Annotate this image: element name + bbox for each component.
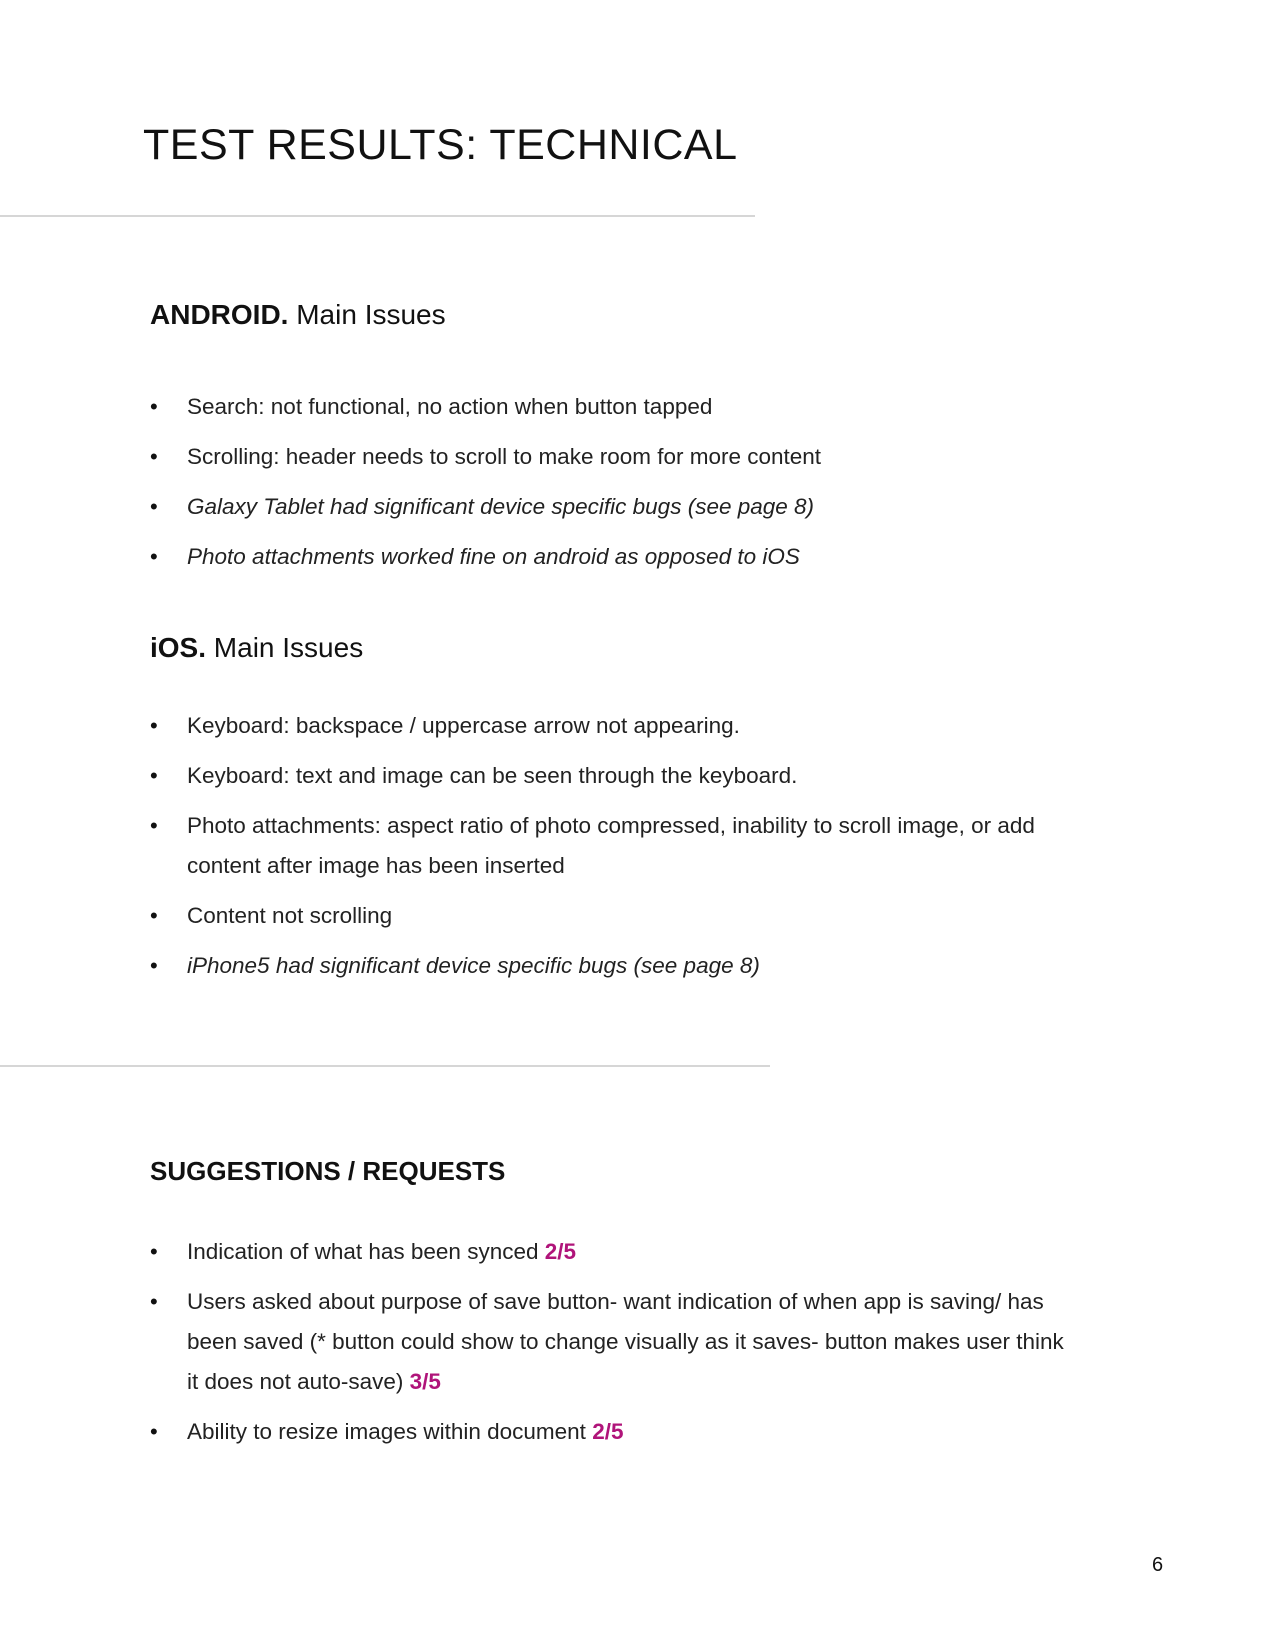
ios-heading [150,632,363,664]
android-heading-rest: Main Issues [288,299,446,330]
middle-divider [0,1065,770,1067]
vote-count: 3/5 [409,1369,441,1394]
bullet-icon: • [150,544,158,569]
page-number: 6 [1152,1554,1164,1576]
suggestions-heading: SUGGESTIONS / REQUESTS [150,1156,506,1186]
bullet-icon: • [150,953,158,978]
bullet-icon: • [150,903,158,928]
list-item: • Search: not functional, no action when button tapped [150,387,1080,427]
ios-issues-list [150,706,1080,996]
list-item: • Indication of what has been synced 2/5 [150,1232,1080,1272]
suggestions-list [150,1232,1080,1462]
android-heading [150,299,446,331]
ios-heading-rest: Main Issues [206,632,364,663]
bullet-icon: • [150,494,158,519]
bullet-icon: • [150,444,158,469]
ios-heading-bold: iOS. [150,632,207,663]
list-item: • Keyboard: backspace / uppercase arrow not appearing. [150,706,1080,746]
list-item: • Galaxy Tablet had significant device specific bugs (see page 8) [150,487,1080,527]
bullet-icon: • [150,1419,158,1444]
bullet-icon: • [150,394,158,419]
list-item: • Users asked about purpose of save button- want indication of when app is saving/ has been saved (* button could show to change visually as it saves- button makes user think it does not auto-save) 3/5 [150,1282,1080,1402]
android-issues-list [150,387,1080,587]
list-item: • Scrolling: header needs to scroll to make room for more content [150,437,1080,477]
bullet-icon: • [150,813,158,838]
top-divider [0,215,755,217]
vote-count: 2/5 [544,1239,577,1264]
bullet-icon: • [150,1239,158,1264]
list-item: • iPhone5 had significant device specific bugs (see page 8) [150,946,1080,986]
list-item: • Content not scrolling [150,896,1080,936]
list-item: • Photo attachments: aspect ratio of photo compressed, inability to scroll image, or add content after image has been inserted [150,806,1080,886]
list-item: • Keyboard: text and image can be seen through the keyboard. [150,756,1080,796]
bullet-icon: • [150,763,158,788]
bullet-icon: • [150,1289,158,1314]
bullet-icon: • [150,713,158,738]
vote-count: 2/5 [592,1419,624,1444]
list-item: • Ability to resize images within document 2/5 [150,1412,1080,1452]
android-heading-bold: ANDROID. [150,299,289,330]
list-item: • Photo attachments worked fine on android as opposed to iOS [150,537,1080,577]
page-title: TEST RESULTS: TECHNICAL [143,121,738,169]
